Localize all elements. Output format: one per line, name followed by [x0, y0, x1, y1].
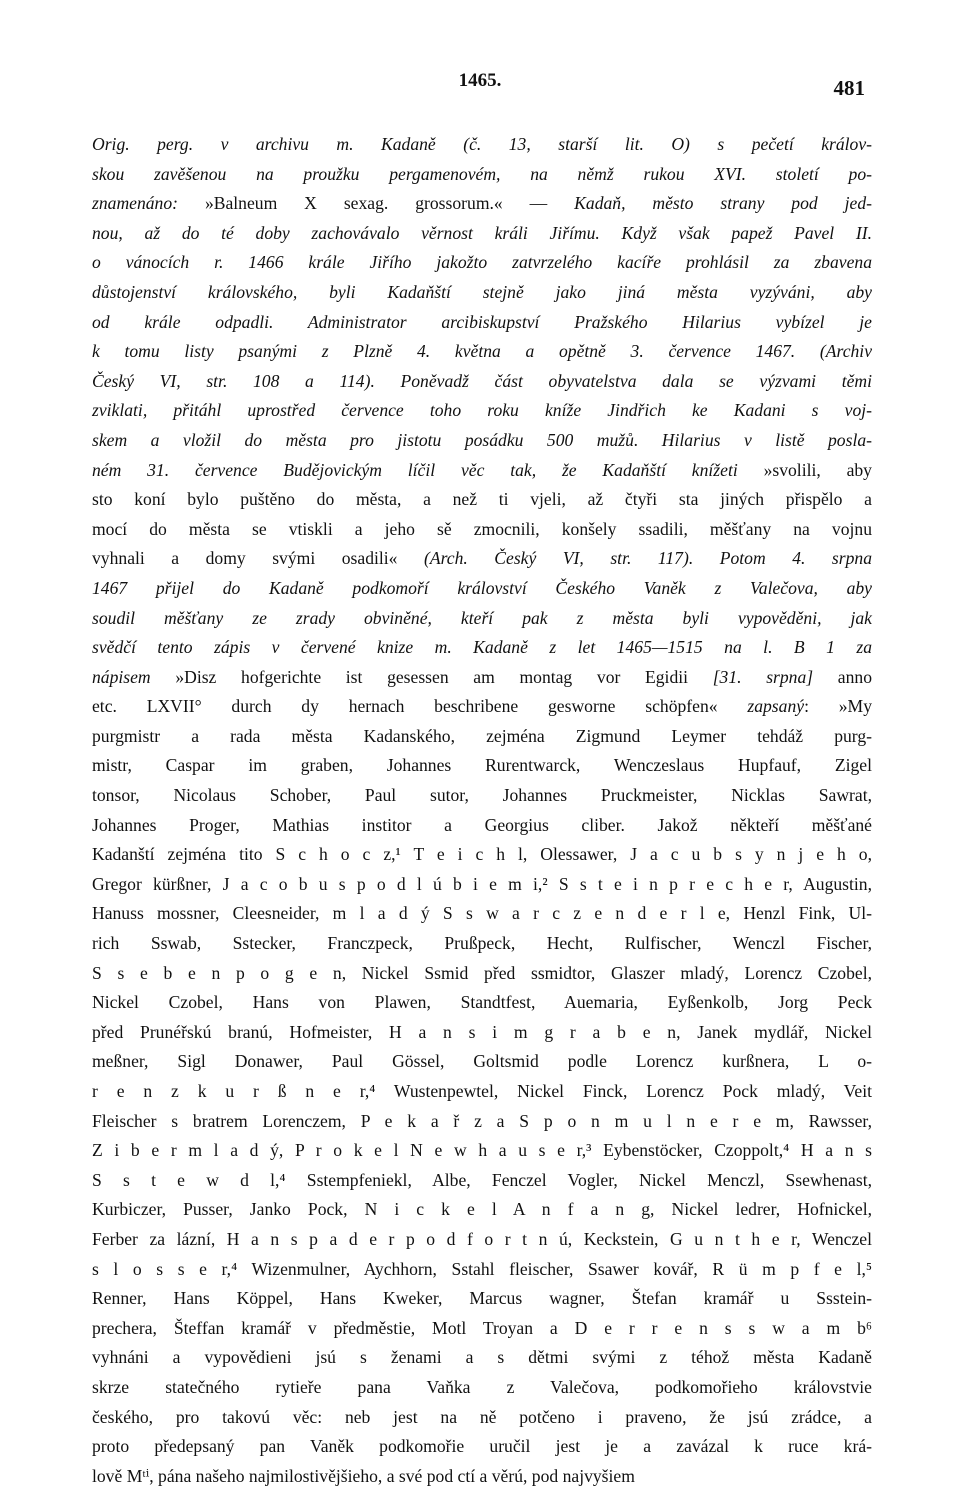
- text-line: [92, 337, 872, 367]
- text-segment: S s e b e n p o g e n, Nickel Ssmid před ssmidtor, Glaszer mladý, Lorencz Czobel,: [92, 962, 872, 983]
- text-line: [92, 633, 872, 663]
- text-line: [92, 1077, 872, 1107]
- text-line: [92, 811, 872, 841]
- page-number: 481: [833, 76, 865, 100]
- text-segment: Renner, Hans Köppel, Hans Kweker, Marcus wagner, Štefan kramář u Ssstein-: [92, 1288, 872, 1309]
- text-segment: sto koní bylo puštěno do města, a než ti vjeli, až čtyři sta jiných přispělo a: [92, 489, 872, 510]
- text-segment: proto předepsaný pan Vaněk podkomořie uručil jest je a zavázal k ruce krá-: [92, 1436, 872, 1457]
- text-segment: lově Mᵗⁱ, pána našeho najmilostivějšieho, a své pod ctí a věrú, pod najvyšiem: [92, 1465, 635, 1486]
- text-segment: Fleischer s bratrem Lorenczem, P e k a ř z a S p o n m u l n e r e m, Rawsser,: [92, 1110, 872, 1131]
- text-line: [92, 692, 872, 722]
- text-line: [92, 840, 872, 870]
- text-line: [92, 1373, 872, 1403]
- text-segment: Orig. perg. v archivu m. Kadaně (č. 13, starší lit. O) s pečetí králov-: [92, 134, 872, 154]
- text-line: [92, 130, 872, 160]
- text-line: [92, 1166, 872, 1196]
- text-line: [92, 929, 872, 959]
- text-line: [92, 160, 872, 190]
- text-segment: od krále odpadli. Administrator arcibiskupství Pražského Hilarius vybízel je: [92, 311, 872, 332]
- text-segment: Kurbiczer, Pusser, Janko Pock, N i c k e l A n f a n g, Nickel ledrer, Hofnickel,: [92, 1199, 872, 1220]
- text-segment: : »My: [804, 696, 872, 717]
- text-segment: S s t e w d l,⁴ Sstempfeniekl, Albe, Fenczel Vogler, Nickel Menczl, Ssewhenast,: [92, 1169, 872, 1190]
- text-line: [92, 396, 872, 426]
- text-line: [92, 189, 872, 219]
- text-segment: vyhnáni a vypovědieni jsú s ženami a s dětmi svými z téhož města Kadaně: [92, 1347, 872, 1368]
- text-line: [92, 959, 872, 989]
- text-segment: »Balneum X sexag. grossorum.« —: [204, 193, 575, 214]
- text-line: [92, 515, 872, 545]
- text-line: [92, 1432, 872, 1462]
- text-line: [92, 1284, 872, 1314]
- text-segment: Ferber za lázní, H a n s p a d e r p o d f o r t n ú, Keckstein, G u n t h e r, Wenczel: [92, 1228, 872, 1249]
- text-segment: s l o s s e r,⁴ Wizenmulner, Aychhorn, Sstahl fleischer, Ssawer kovář, R ü m p f e l,⁵: [92, 1258, 872, 1279]
- text-segment: r e n z k u r ß n e r,⁴ Wustenpewtel, Nickel Finck, Lorencz Pock mladý, Veit: [92, 1081, 872, 1101]
- text-line: [92, 1107, 872, 1137]
- text-segment: (Arch. Český VI, str. 117). Potom 4. srpna: [423, 548, 872, 569]
- text-line: [92, 1136, 872, 1166]
- text-line: [92, 870, 872, 900]
- text-segment: Kadanští zejména tito S c h o c z,¹ T e i c h l, Olessawer, J a c u b s y n j e h o,: [92, 844, 872, 865]
- text-segment: zviklati, přitáhl uprostřed července toho roku kníže Jindřich ke Kadani s voj-: [92, 400, 872, 421]
- body-text: [92, 130, 872, 1491]
- text-segment: soudil měšťany ze zrady obviněné, kteří pak z města byli vypověděni, jak: [92, 607, 872, 628]
- text-segment: k tomu listy psanými z Plzně 4. května a opětně 3. července 1467. (Archiv: [92, 341, 872, 362]
- text-line: [92, 574, 872, 604]
- text-segment: »Disz hofgerichte ist gesessen am montag vor Egidii: [175, 666, 713, 687]
- text-line: [92, 544, 872, 574]
- text-line: [92, 899, 872, 929]
- text-segment: zapsaný: [747, 696, 805, 717]
- text-segment: etc. LXVII° durch dy hernach beschribene gesworne schöpfen«: [92, 696, 748, 717]
- text-segment: Johannes Proger, Mathias institor a Georgius cliber. Jakož někteří měšťané: [92, 814, 872, 835]
- text-line: [92, 1018, 872, 1048]
- text-segment: mistr, Caspar im graben, Johannes Rurentwarck, Wenczeslaus Hupfauf, Zigel: [92, 755, 872, 776]
- text-segment: prechera, Šteffan kramář v předměstie, Motl Troyan a D e r r e n s s w a m b⁶: [92, 1317, 872, 1338]
- text-line: [92, 219, 872, 249]
- text-segment: znamenáno:: [92, 193, 205, 214]
- text-line: [92, 1225, 872, 1255]
- text-segment: 1467 přijel do Kadaně podkomoří království Českého Vaněk z Valečova, aby: [92, 577, 872, 598]
- text-segment: Nickel Czobel, Hans von Plawen, Standtfest, Auemaria, Eyßenkolb, Jorg Peck: [92, 992, 872, 1013]
- text-line: [92, 663, 872, 693]
- text-segment: nápisem: [92, 666, 176, 687]
- text-segment: Z i b e r m l a d ý, P r o k e l N e w h a u s e r,³ Eybenstöcker, Czoppolt,⁴ H a n s: [92, 1140, 872, 1161]
- text-segment: ném 31. července Budějovickým líčil věc tak, že Kadaňští knížeti: [92, 459, 764, 480]
- text-line: [92, 1255, 872, 1285]
- text-line: [92, 1462, 872, 1491]
- text-line: [92, 751, 872, 781]
- text-line: [92, 485, 872, 515]
- text-segment: anno: [813, 666, 872, 687]
- text-segment: svědčí tento zápis v červené knize m. Kadaně z let 1465—1515 na l. B 1 za: [92, 637, 872, 658]
- text-line: [92, 1195, 872, 1225]
- text-segment: Hanuss mossner, Cleesneider, m l a d ý S s w a r c z e n d e r l e, Henzl Fink, Ul-: [92, 903, 872, 924]
- text-segment: mocí do města se vtiskli a jeho sě zmocnili, konšely ssadili, měšťany na vojnu: [92, 518, 872, 539]
- text-line: [92, 248, 872, 278]
- text-line: [92, 722, 872, 752]
- page-header-year: 1465.: [458, 70, 502, 91]
- text-line: [92, 426, 872, 456]
- text-line: [92, 781, 872, 811]
- text-segment: meßner, Sigl Donawer, Paul Gössel, Goltsmid podle Lorencz kurßnera, L o-: [92, 1051, 872, 1072]
- text-segment: vyhnali a domy svými osadili«: [92, 548, 424, 569]
- text-segment: důstojenství královského, byli Kadaňští stejně jako jiná města vyzýváni, aby: [92, 281, 872, 302]
- text-line: [92, 308, 872, 338]
- text-line: [92, 278, 872, 308]
- text-segment: [31. srpna]: [712, 666, 814, 687]
- text-line: [92, 1343, 872, 1373]
- text-segment: tonsor, Nicolaus Schober, Paul sutor, Johannes Pruckmeister, Nicklas Sawrat,: [92, 785, 872, 806]
- text-line: [92, 367, 872, 397]
- text-segment: »svolili, aby: [763, 459, 872, 480]
- text-segment: Český VI, str. 108 a 114). Poněvadž část obyvatelstva dala se výzvami těmi: [92, 370, 872, 391]
- text-segment: skrze statečného rytieře pana Vaňka z Valečova, podkomořieho královstvie: [92, 1376, 872, 1397]
- text-segment: Kadaň, město strany pod jed-: [574, 193, 872, 214]
- text-line: [92, 1047, 872, 1077]
- text-line: [92, 456, 872, 486]
- text-line: [92, 1314, 872, 1344]
- text-segment: purgmistr a rada města Kadanského, zejména Zigmund Leymer tehdáž purg-: [92, 725, 872, 746]
- text-segment: o vánocích r. 1466 krále Jiřího jakožto zatvrzelého kacíře prohlásil za zbavena: [92, 252, 872, 273]
- text-line: [92, 988, 872, 1018]
- text-segment: Gregor kürßner, J a c o b u s p o d l ú b i e m i,² S s t e i n p r e c h e r, Augustin,: [92, 873, 872, 894]
- text-segment: českého, pro takovú věc: neb jest na ně potčeno i praveno, že jsú zrádce, a: [92, 1406, 872, 1427]
- text-segment: nou, až do té doby zachovávalo věrnost králi Jiřímu. Když však papež Pavel II.: [92, 222, 872, 243]
- text-line: [92, 604, 872, 634]
- text-segment: před Prunéřskú branú, Hofmeister, H a n s i m g r a b e n, Janek mydlář, Nickel: [92, 1021, 872, 1042]
- text-segment: skem a vložil do města pro jistotu posádku 500 mužů. Hilarius v listě posla-: [92, 429, 872, 450]
- text-segment: skou zavěšenou na proužku pergamenovém, na němž rukou XVI. století po-: [92, 163, 872, 184]
- text-segment: rich Sswab, Sstecker, Franczpeck, Prußpeck, Hecht, Rulfischer, Wenczl Fischer,: [92, 933, 872, 954]
- text-line: [92, 1403, 872, 1433]
